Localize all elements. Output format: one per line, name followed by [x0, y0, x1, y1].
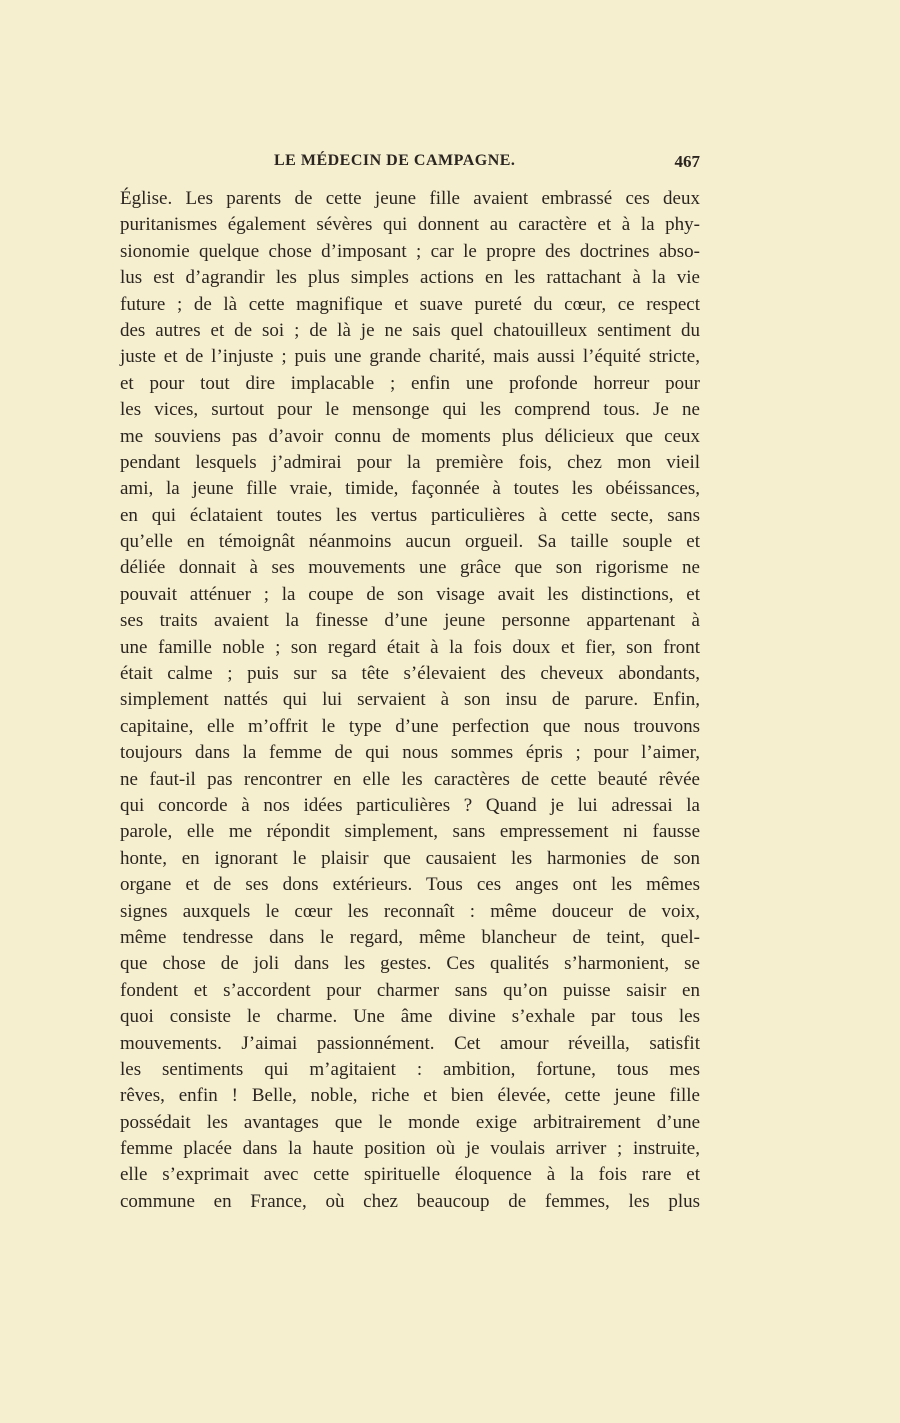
text-line: lus est d’agrandir les plus simples actions en les rattachant à la vie	[120, 267, 700, 289]
text-line: une famille noble ; son regard était à la fois doux et fier, son front	[120, 636, 700, 658]
body-text	[120, 186, 700, 1215]
text-line: mouvements. J’aimai passionnément. Cet amour réveilla, satisfit	[120, 1032, 700, 1054]
text-line: organe et de ses dons extérieurs. Tous ces anges ont les mêmes	[120, 874, 700, 896]
text-line: les sentiments qui m’agitaient : ambition, fortune, tous mes	[120, 1058, 700, 1080]
page-header	[120, 152, 700, 178]
text-line: toujours dans la femme de qui nous sommes épris ; pour l’aimer,	[120, 742, 700, 764]
text-line: ne faut-il pas rencontrer en elle les caractères de cette beauté rêvée	[120, 768, 700, 790]
text-line: commune en France, où chez beaucoup de femmes, les plus	[120, 1190, 700, 1212]
text-line: que chose de joli dans les gestes. Ces qualités s’harmonient, se	[120, 953, 700, 975]
text-line: capitaine, elle m’offrit le type d’une perfection que nous trouvons	[120, 715, 700, 737]
text-line: elle s’exprimait avec cette spirituelle éloquence à la fois rare et	[120, 1164, 700, 1186]
text-line: femme placée dans la haute position où je voulais arriver ; instruite,	[120, 1138, 700, 1160]
text-line: même tendresse dans le regard, même blancheur de teint, quel-	[120, 926, 700, 948]
text-line: fondent et s’accordent pour charmer sans qu’on puisse saisir en	[120, 979, 700, 1001]
text-line: déliée donnait à ses mouvements une grâce que son rigorisme ne	[120, 557, 700, 579]
text-line: était calme ; puis sur sa tête s’élevaient des cheveux abondants,	[120, 663, 700, 685]
text-line: et pour tout dire implacable ; enfin une profonde horreur pour	[120, 372, 700, 394]
text-line: ami, la jeune fille vraie, timide, façonnée à toutes les obéissances,	[120, 478, 700, 500]
text-line: parole, elle me répondit simplement, sans empressement ni fausse	[120, 821, 700, 843]
text-line: simplement nattés qui lui servaient à son insu de parure. Enfin,	[120, 689, 700, 711]
text-line: honte, en ignorant le plaisir que causaient les harmonies de son	[120, 847, 700, 869]
text-line: des autres et de soi ; de là je ne sais quel chatouilleux sentiment du	[120, 319, 700, 341]
text-line: qu’elle en témoignât néanmoins aucun orgueil. Sa taille souple et	[120, 531, 700, 553]
text-line: signes auxquels le cœur les reconnaît : même douceur de voix,	[120, 900, 700, 922]
text-line: pouvait atténuer ; la coupe de son visage avait les distinctions, et	[120, 583, 700, 605]
text-line: future ; de là cette magnifique et suave pureté du cœur, ce respect	[120, 293, 700, 315]
text-line: en qui éclataient toutes les vertus particulières à cette secte, sans	[120, 504, 700, 526]
text-line: ses traits avaient la finesse d’une jeune personne appartenant à	[120, 610, 700, 632]
text-line: me souviens pas d’avoir connu de moments plus délicieux que ceux	[120, 425, 700, 447]
text-line: possédait les avantages que le monde exige arbitrairement d’une	[120, 1111, 700, 1133]
running-title: LE MÉDECIN DE CAMPAGNE.	[274, 152, 516, 169]
text-line: Église. Les parents de cette jeune fille avaient embrassé ces deux	[120, 188, 700, 209]
text-line: quoi consiste le charme. Une âme divine s’exhale par tous les	[120, 1006, 700, 1028]
text-line: pendant lesquels j’admirai pour la première fois, chez mon vieil	[120, 451, 700, 473]
text-line: les vices, surtout pour le mensonge qui les comprend tous. Je ne	[120, 399, 700, 421]
page-number: 467	[674, 152, 700, 171]
text-line: rêves, enfin ! Belle, noble, riche et bien élevée, cette jeune fille	[120, 1085, 700, 1107]
text-line: juste et de l’injuste ; puis une grande charité, mais aussi l’équité stricte,	[120, 346, 700, 368]
text-line: qui concorde à nos idées particulières ? Quand je lui adressai la	[120, 794, 700, 816]
text-line: puritanismes également sévères qui donnent au caractère et à la phy-	[120, 214, 700, 236]
text-line: sionomie quelque chose d’imposant ; car le propre des doctrines abso-	[120, 240, 700, 262]
